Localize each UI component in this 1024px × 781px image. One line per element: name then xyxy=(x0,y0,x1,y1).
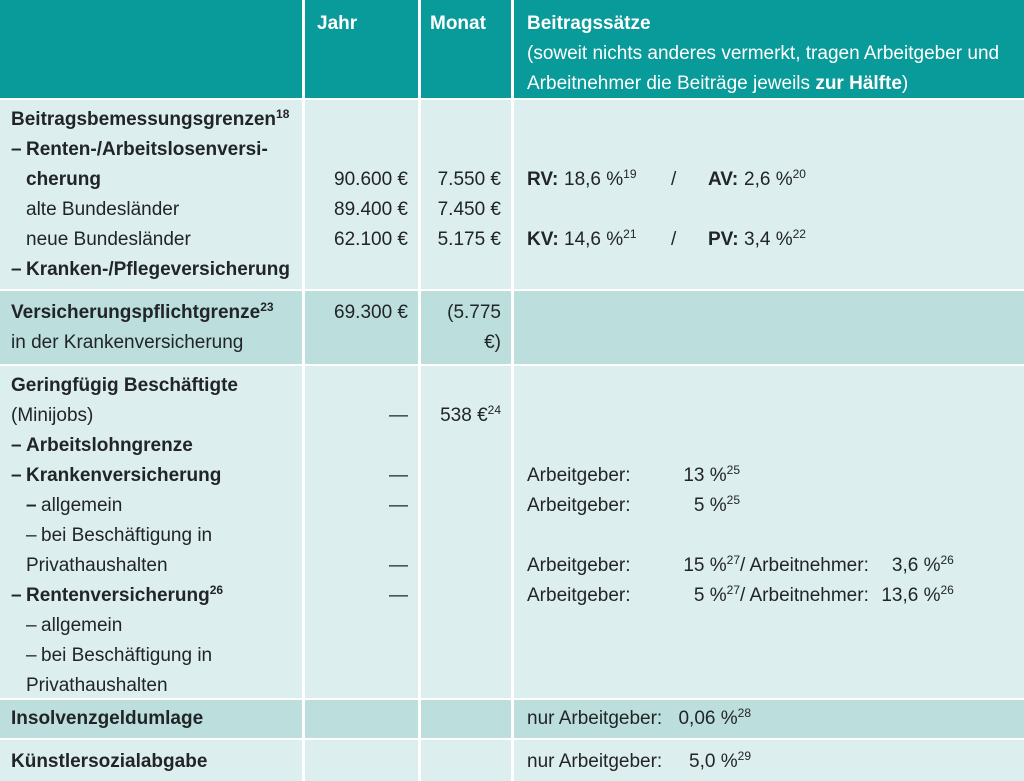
spacer xyxy=(527,431,1016,461)
header-monat-label: Monat xyxy=(430,13,486,34)
bbg-line-neue: neue Bundesländer xyxy=(26,229,191,250)
gb-arbeitslohngrenze-text: Arbeitslohngrenze xyxy=(26,435,193,456)
arbeitgeber-label: Arbeitgeber: xyxy=(527,585,631,606)
vpg-title-text: Versicherungspflichtgrenze xyxy=(11,302,261,323)
rate-value-2 xyxy=(869,581,954,611)
gb-line-privathaushalten-2: Privathaushalten xyxy=(26,675,168,696)
bbg-jahr-3: 62.100 € xyxy=(334,229,408,250)
bbg-jahr-cell xyxy=(305,100,418,289)
header-empty-cell xyxy=(0,0,302,98)
kv-label: KV: xyxy=(527,229,559,250)
slash: / xyxy=(671,229,677,250)
igu-rates-cell xyxy=(514,700,1024,738)
note-line2-pre: Arbeitnehmer die Beiträge jeweils xyxy=(527,73,816,94)
gb-line-allgemein-1 xyxy=(26,491,296,521)
av-value xyxy=(744,165,806,195)
footnote-26: 26 xyxy=(940,583,954,597)
ksa-title: Künstlersozialabgabe xyxy=(11,751,208,772)
igu-jahr-cell xyxy=(305,700,418,738)
gb-jahr-dash-4: — xyxy=(389,555,408,576)
footnote-20: 20 xyxy=(792,167,806,181)
kv-value-text: 14,6 % xyxy=(564,229,624,250)
bbg-label-cell xyxy=(0,100,302,289)
ksa-rate-line xyxy=(527,747,1016,777)
spacer xyxy=(527,371,1016,401)
spacer xyxy=(527,105,1016,135)
pv-value xyxy=(744,225,806,255)
igu-label-cell xyxy=(0,700,302,738)
spacer xyxy=(305,371,408,401)
bbg-title xyxy=(11,105,296,135)
gb-jahr-dash-2: — xyxy=(389,465,408,486)
gb-monat-cell xyxy=(421,366,511,698)
row-beitragsbemessungsgrenzen xyxy=(0,100,1024,289)
footnote-27: 27 xyxy=(726,583,740,597)
vpg-title xyxy=(11,298,296,328)
bbg-monat-cell xyxy=(421,100,511,289)
kv-value xyxy=(564,225,671,255)
bbg-monat-2: 7.450 € xyxy=(437,199,501,220)
header-col-monat xyxy=(421,0,511,98)
header-note-line2 xyxy=(527,69,1016,98)
vpg-line-2: in der Krankenversicherung xyxy=(11,332,244,353)
gb-rentenversicherung-word: Rentenversicherung xyxy=(26,585,210,606)
rate-value-text: 0,06 % xyxy=(678,708,738,729)
gb-rate-kv-privat xyxy=(527,491,1016,521)
footnote-26: 26 xyxy=(940,553,954,567)
rate-value xyxy=(645,491,740,521)
bbg-line-alte: alte Bundesländer xyxy=(26,199,180,220)
rv-value xyxy=(564,165,671,195)
rate-value-text: 13 % xyxy=(683,465,727,486)
vpg-monat-line1: (5.775 xyxy=(447,302,501,323)
spacer xyxy=(527,135,1016,165)
spacer xyxy=(527,195,1016,225)
gb-line-krankenversicherung xyxy=(11,461,296,491)
row-insolvenzgeldumlage xyxy=(0,700,1024,738)
rate-value xyxy=(645,581,740,611)
row-versicherungspflichtgrenze xyxy=(0,291,1024,364)
gb-monat-538 xyxy=(421,401,501,431)
ksa-rates-cell xyxy=(514,740,1024,781)
gb-line-privat-intro-2 xyxy=(26,641,296,671)
dash: – xyxy=(26,495,37,516)
bbg-jahr-1: 90.600 € xyxy=(334,169,408,190)
table-header-row xyxy=(0,0,1024,98)
vpg-jahr-cell xyxy=(305,291,418,364)
av-value-text: 2,6 % xyxy=(744,169,793,190)
dash: – xyxy=(11,139,22,160)
bbg-line-cherung: cherung xyxy=(26,169,101,190)
nur-arbeitgeber-label: nur Arbeitgeber: xyxy=(527,708,663,729)
header-col-beitragssaetze xyxy=(514,0,1024,98)
gb-rates-cell xyxy=(514,366,1024,698)
rate-value xyxy=(645,551,740,581)
arbeitnehmer-label: / Arbeitnehmer: xyxy=(740,555,869,576)
bbg-line-renten xyxy=(11,135,296,165)
gb-line-allgemein-2 xyxy=(26,611,296,641)
bbg-jahr-2: 89.400 € xyxy=(334,199,408,220)
footnote-27: 27 xyxy=(726,553,740,567)
arbeitnehmer-label: / Arbeitnehmer: xyxy=(740,585,869,606)
rate-value-2-text: 3,6 % xyxy=(891,555,941,576)
spacer xyxy=(527,521,1016,551)
rate-value-2-text: 13,6 % xyxy=(881,585,941,606)
gb-line-minijobs: (Minijobs) xyxy=(11,405,94,426)
rate-value-text: 5 % xyxy=(693,585,727,606)
gb-jahr-cell xyxy=(305,366,418,698)
arbeitgeber-label: Arbeitgeber: xyxy=(527,465,631,486)
footnote-23: 23 xyxy=(260,300,274,314)
footnote-22: 22 xyxy=(792,227,806,241)
rate-value xyxy=(665,704,751,734)
row-geringfuegig-beschaeftigte xyxy=(0,366,1024,698)
arbeitgeber-label: Arbeitgeber: xyxy=(527,555,631,576)
dash: – xyxy=(11,435,22,456)
bbg-kv-pv-line xyxy=(527,225,1016,255)
spacer xyxy=(305,431,408,461)
spacer xyxy=(421,371,501,401)
row-kuenstlersozialabgabe xyxy=(0,740,1024,781)
spacer xyxy=(305,135,408,165)
bbg-line-kranken xyxy=(11,255,296,285)
gb-rentenversicherung-text xyxy=(26,585,223,606)
slash: / xyxy=(671,169,677,190)
vpg-rates-cell xyxy=(514,291,1024,364)
vpg-jahr-value: 69.300 € xyxy=(334,302,408,323)
nur-arbeitgeber-label: nur Arbeitgeber: xyxy=(527,751,663,772)
spacer xyxy=(527,401,1016,431)
gb-line-rentenversicherung xyxy=(11,581,296,611)
gb-line-privat-intro-1 xyxy=(26,521,296,551)
footnote-24: 24 xyxy=(487,403,501,417)
footnote-28: 28 xyxy=(737,706,751,720)
footnote-19: 19 xyxy=(623,167,637,181)
gb-rate-kv-allgemein xyxy=(527,461,1016,491)
arbeitgeber-label: Arbeitgeber: xyxy=(527,495,631,516)
gb-rate-rv-privat xyxy=(527,581,1016,611)
footnote-21: 21 xyxy=(623,227,637,241)
header-note-line1: (soweit nichts anderes vermerkt, tragen Arbeitgeber und xyxy=(527,43,1000,64)
gb-line-arbeitslohngrenze xyxy=(11,431,296,461)
gb-privat-intro-2-text: bei Beschäftigung in xyxy=(41,645,213,666)
igu-rate-line xyxy=(527,704,1016,734)
footnote-25: 25 xyxy=(726,493,740,507)
footnote-18: 18 xyxy=(276,107,290,121)
footnote-26: 26 xyxy=(209,583,224,597)
gb-privat-intro-1-text: bei Beschäftigung in xyxy=(41,525,213,546)
ksa-label-cell xyxy=(0,740,302,781)
ksa-monat-cell xyxy=(421,740,511,781)
vpg-label-cell xyxy=(0,291,302,364)
igu-monat-cell xyxy=(421,700,511,738)
dash: – xyxy=(11,585,22,606)
bbg-title-text: Beitragsbemessungsgrenzen xyxy=(11,109,277,130)
bbg-renten-text: Renten-/Arbeitslosenversi- xyxy=(26,139,268,160)
dash: – xyxy=(11,465,22,486)
bbg-kranken-text: Kranken-/Pflegeversicherung xyxy=(26,259,290,280)
dash: – xyxy=(11,259,22,280)
gb-krankenversicherung-text: Krankenversicherung xyxy=(26,465,222,486)
gb-title: Geringfügig Beschäftigte xyxy=(11,375,238,396)
av-label: AV: xyxy=(708,169,739,190)
footnote-29: 29 xyxy=(737,749,751,763)
bbg-rv-av-line xyxy=(527,165,1016,195)
bbg-rates-cell xyxy=(514,100,1024,289)
gb-label-cell xyxy=(0,366,302,698)
dash: – xyxy=(26,645,37,666)
pv-label: PV: xyxy=(708,229,739,250)
header-beitragssaetze-title: Beitragssätze xyxy=(527,13,651,34)
gb-jahr-dash-5: — xyxy=(389,585,408,606)
gb-jahr-dash-3: — xyxy=(389,495,408,516)
pv-value-text: 3,4 % xyxy=(744,229,793,250)
spacer xyxy=(421,105,501,135)
note-line2-bold: zur Hälfte xyxy=(815,73,902,94)
note-line2-post: ) xyxy=(901,73,909,94)
gb-allgemein-1-text: allgemein xyxy=(41,495,123,516)
spacer xyxy=(305,521,408,551)
gb-monat-538-text: 538 € xyxy=(440,405,488,426)
spacer xyxy=(421,135,501,165)
gb-rate-rv-allgemein xyxy=(527,551,1016,581)
header-col-jahr xyxy=(305,0,418,98)
vpg-monat-line2: €) xyxy=(484,332,501,353)
rate-value-text: 5,0 % xyxy=(689,751,738,772)
gb-jahr-dash-1: — xyxy=(389,405,408,426)
rate-value-text: 15 % xyxy=(683,555,727,576)
rate-value-text: 5 % xyxy=(693,495,727,516)
rv-label: RV: xyxy=(527,169,559,190)
ksa-jahr-cell xyxy=(305,740,418,781)
spacer xyxy=(305,105,408,135)
rv-value-text: 18,6 % xyxy=(564,169,624,190)
gb-allgemein-2-text: allgemein xyxy=(41,615,123,636)
footnote-25: 25 xyxy=(726,463,740,477)
header-jahr-label: Jahr xyxy=(317,13,358,34)
dash: – xyxy=(26,615,37,636)
bbg-monat-3: 5.175 € xyxy=(437,229,501,250)
dash: – xyxy=(26,525,37,546)
rate-value-2 xyxy=(869,551,954,581)
gb-line-privathaushalten-1: Privathaushalten xyxy=(26,555,168,576)
rate-value xyxy=(665,747,751,777)
igu-title: Insolvenzgeldumlage xyxy=(11,708,204,729)
rate-value xyxy=(645,461,740,491)
bbg-monat-1: 7.550 € xyxy=(437,169,501,190)
vpg-monat-cell xyxy=(421,291,511,364)
